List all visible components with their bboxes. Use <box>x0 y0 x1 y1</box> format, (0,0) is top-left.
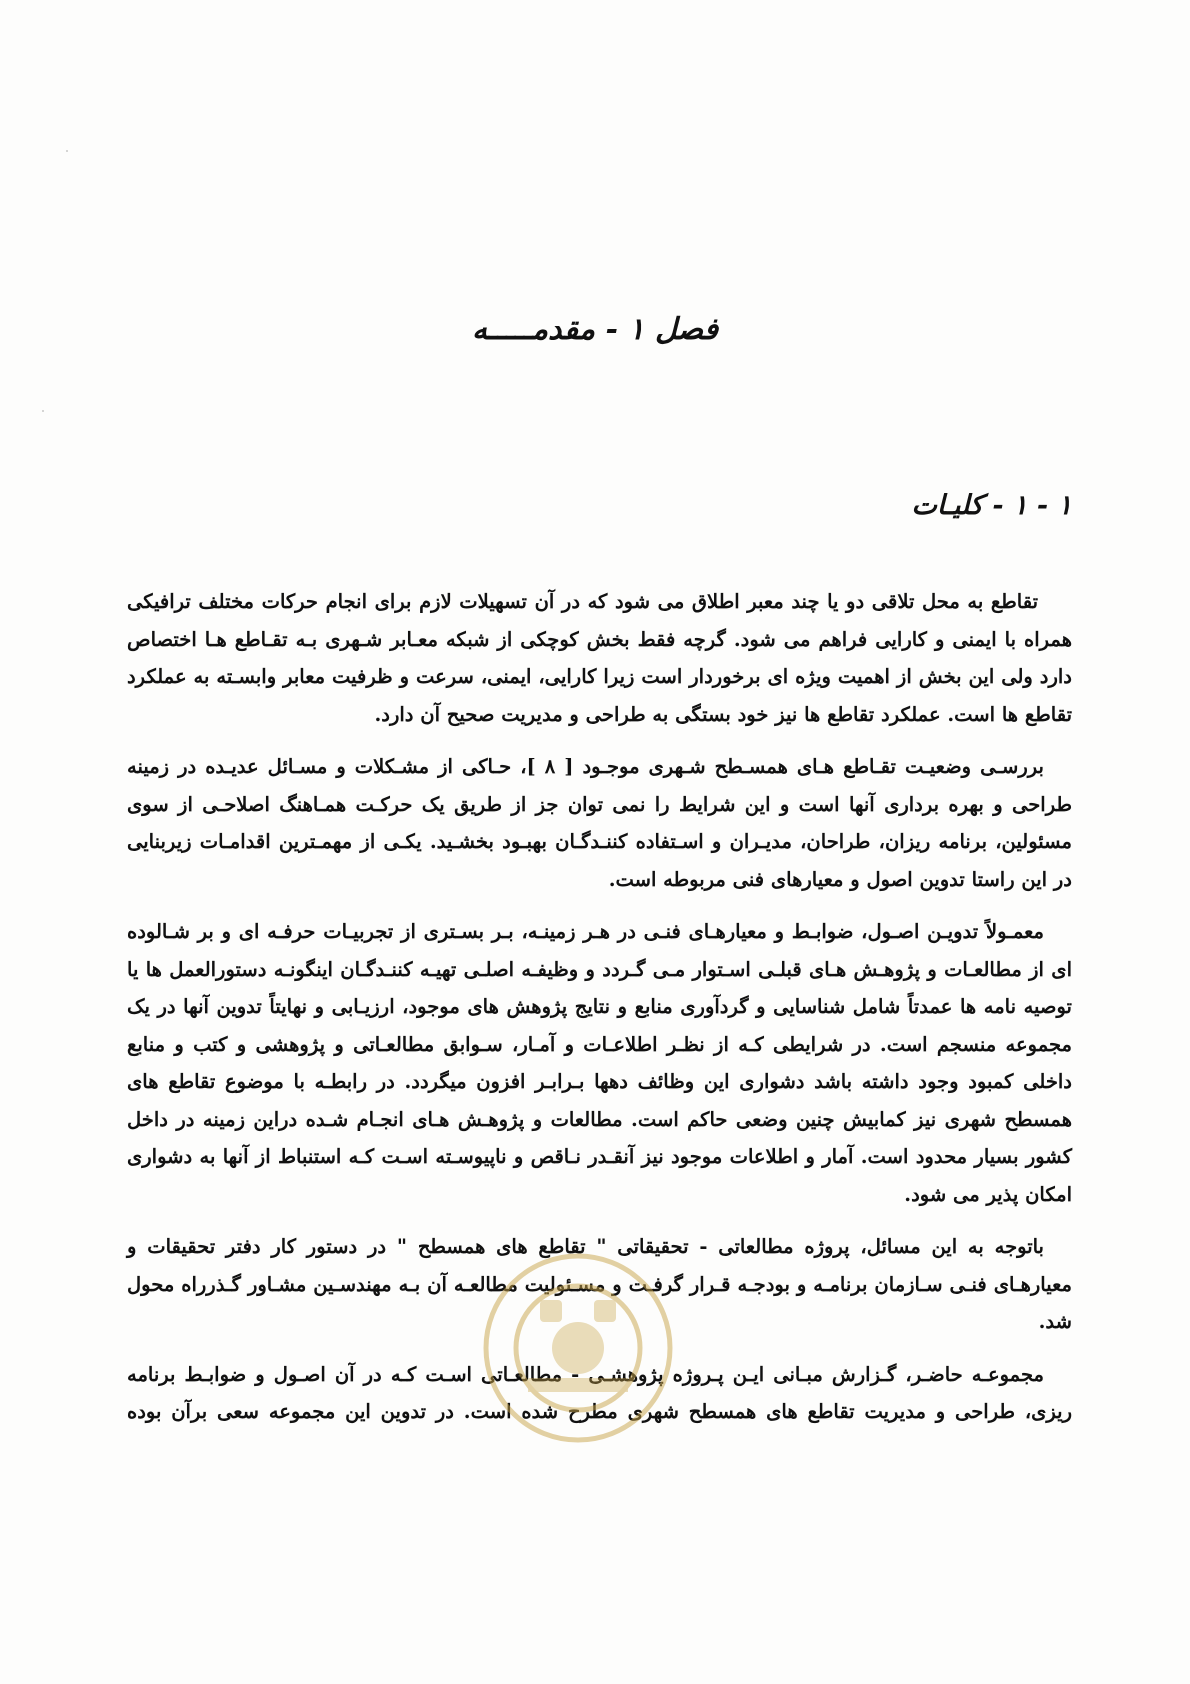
paragraph: بررسـی وضعیـت تقـاطع هـای همسـطح شـهری موجـود [ ۸ ]، حـاکی از مشـکلات و مسـائل عدیـده در زمینه طراحی و بهره برداری آنها است و این شرایط را نمی توان جز از طریق یک حرکـت همـاهنگ اصلاحـی از سوی مسئولین، برنامه ریزان، طراحان، مدیـران و اسـتفاده کننـدگـان بهبـود بخشـید. یکـی از مهمـترین اقدامـات زیربنایی در این راستا تدوین اصول و معیارهای فنی مربوطه است. <box>127 755 1072 891</box>
paragraph: مجموعـه حاضـر، گـزارش مبـانی ایـن پـروژه پژوهشـی - مطالعـاتی اسـت کـه در آن اصـول و ضوابـط برنامه ریزی، طراحی و مدیریت تقاطع های همسطح شهری مطرح شده است. در تدوین این مجموعه سعی برآن بوده <box>127 1362 1072 1423</box>
section-title: ۱ - ۱ - کلیـات <box>911 490 1072 521</box>
paragraph: تقاطع به محل تلاقی دو یا چند معبر اطلاق می شود که در آن تسهیلات لازم برای انجام حرکات مختلف ترافیکی همراه با ایمنی و کارایی فراهم می شود. گرچه فقط بخش کوچکی از شبکه معـابر شـهری بـه تقـاطع هـا اختصاص دارد ولی این بخش از اهمیت ویژه ای برخوردار است زیرا کارایی، ایمنی، سرعت و ظرفیت معابر وابسـته به عملکرد تقاطع ها است. عملکرد تقاطع ها نیز خود بستگی به طراحی و مدیریت صحیح آن دارد. <box>127 590 1072 726</box>
chapter-title: فصل ۱ - مقدمـــــه <box>471 312 719 347</box>
body-text <box>127 583 1072 1446</box>
scan-speck <box>42 410 44 412</box>
paragraph: باتوجه به این مسائل، پروژه مطالعاتی - تحقیقاتی " تقاطع های همسطح " در دستور کار دفتر تحقیقات و معیارهـای فنـی سـازمان برنامـه و بودجـه قـرار گرفـت و مسـئولیت مطالعـه آن بـه مهندسـین مشـاور گـذرراه محول شد. <box>127 1235 1072 1333</box>
scan-speck <box>66 150 68 152</box>
paragraph: معمـولاً تدویـن اصـول، ضوابـط و معیارهـای فنـی در هـر زمینـه، بـر بسـتری از تجربیـات حرفـه ای و بر شـالوده ای از مطالعـات و پژوهـش هـای قبلـی اسـتوار مـی گـردد و وظیفـه اصلـی تهیـه کننـدگـان اینگونـه دستورالعمل ها یا توصیه نامه ها عمدتاً شامل شناسایی و گردآوری منابع و نتایج پژوهش های موجود، ارزیـابی و نهایتاً تدوین آنها در یک مجموعه منسجم است. در شرایطی کـه از نظـر اطلاعـات و آمـار، سـوابق مطالعـاتی و پژوهشی و کتب و منابع داخلی کمبود وجود داشته باشد دشواری این وظائف دهها بـرابـر افزون میگردد. در رابطـه با موضوع تقاطع های همسطح شهری نیز کمابیش چنین وضعی حاکم است. مطالعات و پژوهـش هـای انجـام شـده دراین زمینه در داخل کشور بسیار محدود است. آمار و اطلاعات موجود نیز آنقـدر نـاقص و ناپیوسـته اسـت کـه استنباط از آنها به دشواری امکان پذیر می شود. <box>127 920 1072 1206</box>
